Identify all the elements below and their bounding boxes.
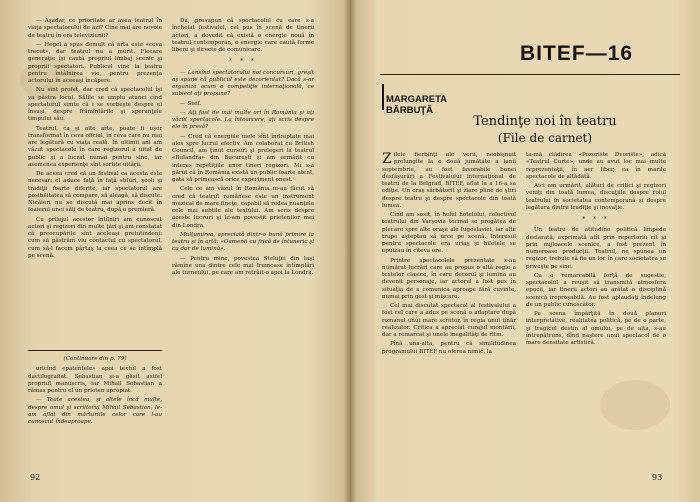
paragraph: Pe scena împărţită în două planuri interpretative, realitatea politică, pe de o parte, şi tragicul destin al omului, pe de alta, s-au întrepătruns, dînd naştere unui spectacol de o mare densitate artistică. [526, 311, 666, 346]
paragraph: Nu sînt profet, dar cred că spectacolul îşi va păstra locul. Sălile se umplu atunci cînd spectatorul simte că i se vorbeşte despre el însuşi, despre frămîntările şi speranţele timpului său. [28, 87, 162, 123]
paragraph: Cu o remarcabilă forţă de sugestie, spectacolul a reuşit să transmită atmosfera epocii, iar tinerii actori au arătat o disciplină scenică ireproşabilă. Au fost aplaudaţi îndelung de un public cunoscător. [526, 272, 666, 308]
paragraph: Cînd am sosit, în holul hotelului, colectivul teatrului din Varşovia tocmai se pregătea de plecare spre alte oraşe ale Iugoslaviei, iar alte trupe aşteptau să urce pe scenă. Interesul pentru spectacole era uriaş şi biletele se epuizau în cîteva ore. [382, 212, 516, 255]
paragraph: Printre spectacolele prezentate s-au numărat lucrări care au propus o altă regie a textelor clasice, în care decorul şi lumina au devenit personaje, iar actorul a fost pus în situaţia de a comunica aproape fără cuvinte, numai prin gest şi mişcare. [382, 257, 516, 300]
paragraph: De aceea cred că un festival ca acesta este necesar: el aduce faţă în faţă stiluri, şcoli şi tradiţii foarte diferite, iar spectatorul are posibilitatea să compare, să aleagă, să discute. Nicăieri nu se discută mai aprins decît în foaierul unei săli de teatru, după o premieră. [28, 171, 162, 214]
lead-paragraph [382, 152, 516, 210]
author-first-name: MARGARETA [386, 94, 448, 105]
section-separator: * * * [582, 216, 610, 223]
paragraph: — Pentru mine, povestea Steluţei din Iaşi rămîne una dintre cele mai frumoase întîmplări ale turneului, pe care am retrăit-o apoi la Londra. [172, 255, 314, 276]
header-rule [380, 74, 680, 75]
page-number: 93 [652, 473, 663, 482]
paragraph: — Sisif. [180, 100, 202, 107]
paragraph: Teatrul, ca și alte arte, poate fi uşor transformat în ceva oficial, în ceva care nu mai are legătură cu viaţa reală. În ultimii ani am văzut spectacole în care regizorul a uitat de public şi a lucrat numai pentru sine, iar asemenea experienţe sînt sortite uitării. [28, 125, 162, 168]
question: Mulţumirea, apreciată dintr-o bună primire la teatru şi în artă: «Oamenii cu frică de întuneric şi cu dor de lumină». [172, 231, 314, 253]
paragraph: — Aşadar, ce prioritate ar avea teatrul în viaţa spectatorului de azi? Cine mai are nevoie de teatru în era televiziunii? [28, 18, 162, 39]
left-column-1 [28, 16, 162, 346]
paragraph: — Cred că energiile mele sînt îndreptate mai ales spre lucrul efectiv. Am colaborat cu British Council, am ţinut cursuri şi prelegeri la teatrul «Bulandra» din Bucureşti şi am urmărit cu interes repetiţiile unor tineri regizori. Mi s-a părut că în România există un public foarte atent, gata să primească orice experiment onest. [172, 133, 314, 183]
paragraph: Pînă una-alta, pentru că similitudinea programului BITEF nu oferea nimic, la [382, 341, 516, 355]
divider [28, 350, 162, 351]
paragraph: Cu prilejul acestor întîlniri am cunoscut actori şi regizori din multe ţări şi am constatat că preocupările sînt aceleaşi pretutindeni: cum să păstrăm viu contactul cu spectatorul, cum să-l facem părtaş la ceea ce se întîmplă pe scenă. [28, 216, 162, 259]
question: — Aţi fost de mai multe ori în România şi aţi văzut spectacole. La întoarcere, aţi scris despre ele în presă? [172, 109, 314, 131]
right-column-1 [382, 152, 516, 470]
paragraph: ta-mă clădirea «Pozorište Dvorište», adică «Teatrul Curte», unde au avut loc mai multe reprezentaţii, în aer liber, ca în marile spectacole de altădată. [526, 152, 666, 180]
left-column-2 [172, 16, 314, 486]
drop-cap: Z [382, 152, 392, 167]
paragraph: Da, presupun că spectacolul cu care s-a încheiat festivalul, cel pus în scenă de tinerii actori, a dovedit că există o energie nouă în teatrul contemporan, o energie care caută forme libere şi directe de comunicare. [172, 18, 314, 53]
right-column-2 [526, 152, 666, 470]
article-subtitle: (File de carnet) [497, 131, 593, 145]
continuation-block [28, 356, 162, 466]
paragraph: Aici am urmărit, alături de critici şi regizori veniţi din toată lumea, discuţiile despre rolul teatrului în societatea contemporană şi despre legătura dintre tradiţie şi inovaţie. [526, 183, 666, 211]
author-bar [382, 84, 384, 110]
paragraph: — Toate acestea, şi altele încă multe, despre omul şi scriitorul Mihail Sebastian, le-am aflat din mărturiile celor care l-au cunoscut îndeaproape. [28, 397, 162, 425]
question: — Lansînd spectatorului noi concursuri, greşit aş spune că publicul este dezorientat? Dacă s-ar organiza acum o competiţie internaţională, ce subiect aţi propune? [172, 69, 314, 98]
section-header: BITEF—16 [520, 42, 634, 65]
paragraph: Cel mai discutat spectacol al festivalului a fost cel care a adus pe scenă o adaptare după romanul unui mare scriitor, în regia unui tînăr realizator. Critica a apreciat curajul montării, dar a remarcat şi unele inegalităţi de ritm. [382, 303, 516, 338]
article-title: Tendinţe noi în teatru [473, 114, 617, 129]
page-number: 92 [30, 473, 41, 482]
paragraph: — Hegel a spus demult că arta este «ceva trecut», dar teatrul nu a murit. Fiecare generaţie îşi caută propriul limbaj scenic şi propriii spectatori. Publicul vine la teatru pentru întâlnirea vie, pentru prezenţa actorului în aceeaşi încăpere. [28, 41, 162, 84]
paragraph: Un teatru de atitudine politică limpede declarată, exprimată atît prin repertoriu cît şi prin mijloacele scenice, a fost prezent în numeroase producţii. Teatrul, ne spunea un regizor, trebuie să fie un loc în care societatea se priveşte pe sine. [526, 227, 666, 270]
paragraph: oricînd «patentele» apoi textul a fost dactilografiat. Sebastian şi-a găsit astfel propriul manuscris, iar Mihail Sebastian a rămas pentru el un prieten apropiat. [28, 366, 162, 394]
author-last-name: BĂRBUŢĂ [386, 105, 433, 116]
continuation-heading: (Continuare din p. 79) [63, 356, 127, 362]
section-separator: * * * [229, 58, 257, 66]
paragraph: Cele ce am văzut în România m-au făcut să cred că teatrul românesc este un instrument muzical de mare fineţe, capabil să redea nuanţele cele mai subtile ale textului. Am scris despre aceste lucruri şi le-am povestit prietenilor mei din Londra. [172, 186, 314, 229]
book-gutter [344, 0, 356, 502]
lead-text: ilele fierbinţi ale verii, neobişnuit prelungite la o două jumătate a lunii septembrie, au fost favorabile bunei desfăşurări a Festivalului internaţional de teatru de la Belgrad, BITEF, aflat la a 16-a sa ediţie. Un oraş sărbătorit şi ziare pline de ştiri despre teatru şi despre spectacole din toată lumea. [382, 152, 516, 209]
